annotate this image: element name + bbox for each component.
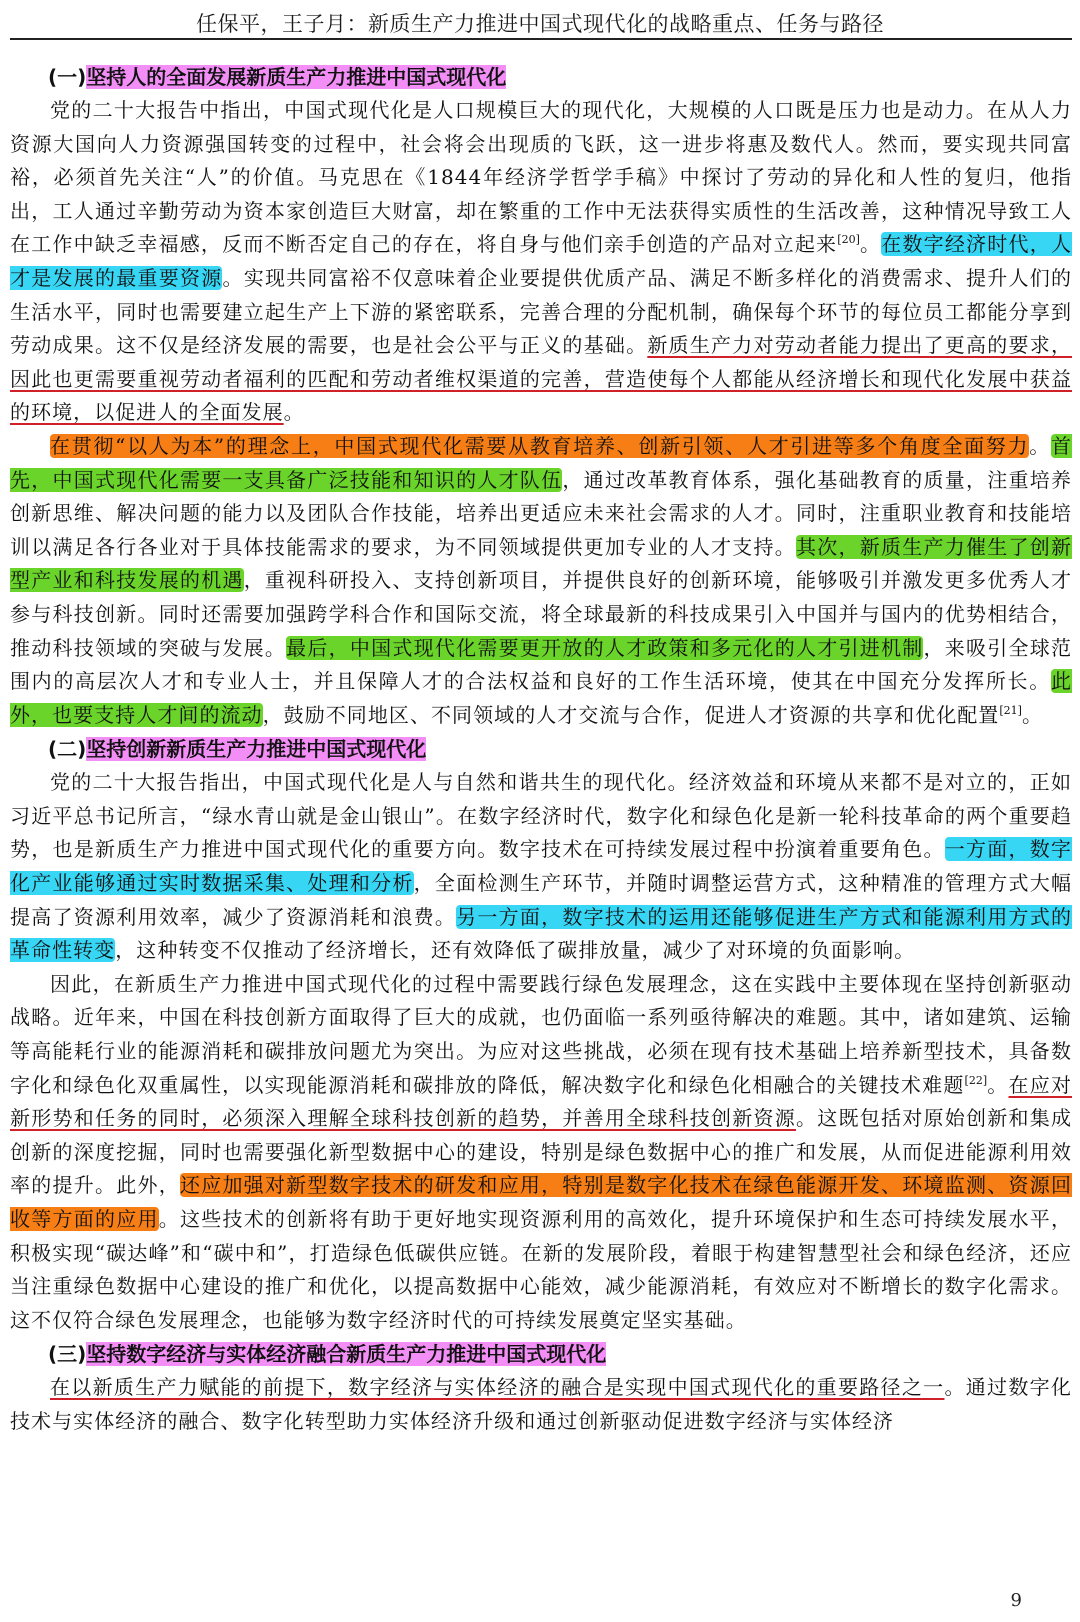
section-3-title: 坚持数字经济与实体经济融合新质生产力推进中国式现代化 bbox=[86, 1342, 607, 1367]
section-2-number: (二) bbox=[48, 737, 87, 762]
section-1-paragraph-1 bbox=[10, 94, 1072, 430]
page-number: 9 bbox=[1010, 1590, 1022, 1611]
section-1-title: 坚持人的全面发展新质生产力推进中国式现代化 bbox=[86, 65, 507, 89]
text-run: ，鼓励不同地区、不同领域的人才交流与合作，促进人才资源的共享和优化配置 bbox=[262, 702, 1000, 727]
underline-red: 在应对新形势和任务的同时，必须深入理解全球科技创新的趋势，并善用全球科技创新资源 bbox=[10, 1072, 1072, 1131]
section-1-heading bbox=[48, 60, 1072, 94]
text-run: 。通过数字化技术与实体经济的融合、数字化转型助力实体经济升级和通过创新驱动促进数字经济与实体经济 bbox=[10, 1375, 1072, 1433]
text-run: ，来吸引全球范围内的高层次人才和专业人士，并且保障人才的合法权益和良好的工作生活环境，使其在中国充分发挥所长。 bbox=[10, 635, 1072, 694]
text-run: 党的二十大报告指出，中国式现代化是人与自然和谐共生的现代化。经济效益和环境从来都不是对立的，正如习近平总书记所言，“绿水青山就是金山银山”。在数字经济时代，数字化和绿色化是新一轮科技革命的两个重要趋势，也是新质生产力推进中国式现代化的重要方向。数字技术在可持续发展过程中扮演着重要角色。 bbox=[10, 770, 1072, 862]
section-1-number: (一) bbox=[48, 65, 87, 89]
section-3-heading bbox=[48, 1337, 1072, 1371]
text-run: 党的二十大报告中指出，中国式现代化是人口规模巨大的现代化，大规模的人口既是压力也是动力。在从人力资源大国向人力资源强国转变的过程中，社会将会出现质的飞跃，这一进步将惠及数代人。然而，要实现共同富裕，必须首先关注“人”的价值。马克思在《1844年经济学哲学手稿》中探讨了劳动的异化和人性的复归，他指出，工人通过辛勤劳动为资本家创造巨大财富，却在繁重的工作中无法获得实质性的生活改善，这种情况导致工人在工作中缺乏幸福感，反而不断否定自己的存在，将自身与他们亲手创造的产品对立起来 bbox=[10, 98, 1072, 257]
highlight-green: 最后，中国式现代化需要更开放的人才政策和多元化的人才引进机制 bbox=[286, 635, 924, 660]
section-1-paragraph-2 bbox=[10, 430, 1072, 732]
header-rule bbox=[10, 38, 1072, 40]
highlight-cyan: 一方面，数字化产业能够通过实时数据采集、处理和分析 bbox=[10, 837, 1072, 896]
section-2-heading bbox=[48, 732, 1072, 766]
text-run: 因此，在新质生产力推进中国式现代化的过程中需要践行绿色发展理念，这在实践中主要体现在坚持创新驱动战略。近年来，中国在科技创新方面取得了巨大的成就，也仍面临一系列亟待解决的难题。其中，诸如建筑、运输等高能耗行业的能源消耗和碳排放问题尤为突出。为应对这些挑战，必须在现有技术基础上培养新型技术，具备数字化和绿色化双重属性，以实现能源消耗和碳排放的降低，解决数字化和绿色化相融合的关键技术难题 bbox=[10, 971, 1072, 1097]
text-run: ，重视科研投入、支持创新项目，并提供良好的创新环境，能够吸引并激发更多优秀人才参与科技创新。同时还需要加强跨学科合作和国际交流，将全球最新的科技成果引入中国并与国内的优势相结合，推动科技领域的突破与发展。 bbox=[10, 568, 1072, 660]
underline-red: 新质生产力对劳动者能力提出了更高的要求，因此也更需要重视劳动者福利的匹配和劳动者维权渠道的完善，营造使每个人都能从经济增长和现代化发展中获益的环境，以促进人的全面发展 bbox=[10, 333, 1073, 425]
citation: [21] bbox=[999, 703, 1022, 717]
text-run: 。这既包括对原始创新和集成创新的深度挖掘，同时也需要强化新型数据中心的建设，特别是绿色数据中心的推广和发展，从而促进能源利用效率的提升。此外， bbox=[10, 1106, 1072, 1198]
highlight-cyan: 在数字经济时代，人才是发展的最重要资源 bbox=[10, 232, 1072, 290]
text-run: 。 bbox=[859, 232, 882, 257]
section-3-paragraph-1 bbox=[10, 1371, 1072, 1438]
highlight-green: 此外，也要支持人才间的流动 bbox=[10, 669, 1072, 727]
text-run: 。 bbox=[987, 1072, 1009, 1097]
section-2-title: 坚持创新新质生产力推进中国式现代化 bbox=[86, 737, 427, 762]
highlight-green: 首先，中国式现代化需要一支具备广泛技能和知识的人才队伍 bbox=[10, 433, 1072, 492]
underline-red: 在以新质生产力赋能的前提下，数字经济与实体经济的融合是实现中国式现代化的重要路径之一 bbox=[50, 1375, 945, 1400]
text-run: 。这些技术的创新将有助于更好地实现资源利用的高效化，提升环境保护和生态可持续发展水平，积极实现“碳达峰”和“碳中和”，打造绿色低碳供应链。在新的发展阶段，着眼于构建智慧型社会和绿色经济，还应当注重绿色数据中心建设的推广和优化，以提高数据中心能效，减少能源消耗，有效应对不断增长的数字化需求。这不仅符合绿色发展理念，也能够为数字经济时代的可持续发展奠定坚实基础。 bbox=[10, 1207, 1072, 1332]
highlight-green: 其次，新质生产力催生了创新型产业和科技发展的机遇 bbox=[10, 534, 1072, 593]
text-run: ，这种转变不仅推动了经济增长，还有效降低了碳排放量，减少了对环境的负面影响。 bbox=[115, 938, 916, 963]
text-run: ，通过改革教育体系，强化基础教育的质量，注重培养创新思维、解决问题的能力以及团队合作技能，培养出更适应未来社会需求的人才。同时，注重职业教育和技能培训以满足各行各业对于具体技能需求的要求，为不同领域提供更加专业的人才支持。 bbox=[10, 467, 1072, 559]
section-3-number: (三) bbox=[48, 1342, 87, 1367]
citation: [22] bbox=[964, 1073, 988, 1087]
text-run: 。 bbox=[1029, 433, 1051, 458]
text-run: 。实现共同富裕不仅意味着企业要提供优质产品、满足不断多样化的消费需求、提升人们的生活水平，同时也需要建立起生产上下游的紧密联系，完善合理的分配机制，确保每个环节的每位员工都能分享到劳动成果。这不仅是经济发展的需要，也是社会公平与正义的基础。 bbox=[10, 265, 1073, 358]
highlight-cyan: 另一方面，数字技术的运用还能够促进生产方式和能源利用方式的革命性转变 bbox=[10, 904, 1072, 963]
section-2-paragraph-1 bbox=[10, 766, 1072, 968]
body-content bbox=[10, 60, 1072, 1439]
text-run: 。 bbox=[1021, 702, 1044, 727]
highlight-orange: 还应加强对新型数字技术的研发和应用，特别是数字化技术在绿色能源开发、环境监测、资源回收等方面的应用 bbox=[10, 1173, 1072, 1231]
citation: [20] bbox=[837, 233, 860, 247]
section-2-paragraph-2 bbox=[10, 968, 1072, 1338]
text-run: 。 bbox=[283, 400, 305, 425]
highlight-orange: 在贯彻“以人为本”的理念上，中国式现代化需要从教育培养、创新引领、人才引进等多个角度全面努力 bbox=[50, 433, 1030, 458]
text-run: ，全面检测生产环节，并随时调整运营方式，这种精准的管理方式大幅提高了资源利用效率，减少了资源消耗和浪费。 bbox=[10, 871, 1072, 929]
running-header: 任保平，王子月：新质生产力推进中国式现代化的战略重点、任务与路径 bbox=[196, 12, 884, 36]
